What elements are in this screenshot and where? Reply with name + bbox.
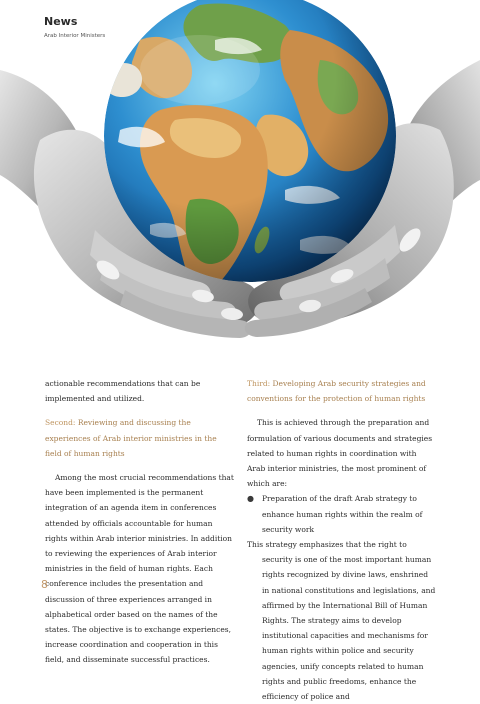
left-column <box>45 376 235 668</box>
second-heading-text: Reviewing and discussing the experiences of Arab interior ministries in the field of human rights <box>45 418 217 458</box>
third-heading <box>247 376 437 406</box>
second-heading <box>45 415 235 461</box>
section-subtitle: Arab Interior Ministers <box>44 33 106 39</box>
right-column <box>247 376 437 704</box>
second-heading-label: Second: <box>45 418 76 428</box>
bullet-text: Preparation of the draft Arab strategy to enhance human rights within the realm of security work <box>262 494 423 534</box>
intro-text: actionable recommendations that can be implemented and utilized. <box>45 379 201 404</box>
section-tag <box>44 15 105 39</box>
bullet-dot-icon: ● <box>247 494 254 504</box>
section-title: News <box>44 15 78 28</box>
third-heading-label: Third: <box>247 379 271 388</box>
third-heading-text: Developing Arab security strategies and conventions for the protection of human rights <box>247 379 426 404</box>
third-paragraph: This is achieved through the preparation and formulation of various documents and strategies related to human rights in coordination with Arab interior ministries, the most prominent of which are: <box>247 418 433 489</box>
strategy-bullet <box>247 491 437 537</box>
second-paragraph: Among the most crucial recommendations that have been implemented is the permanent integration of an agenda item in conferences attended by officials accountable for human rights within Arab interior ministries. In addition to reviewing the experiences of Arab interior ministries in the field of human rights. Each conference includes the presentation and discussion of three experiences arranged in alphabetical order based on the names of the states. The objective is to exchange experiences, increase coordination and cooperation in this field, and disseminate successful practices. <box>45 473 234 665</box>
strategy-continuation: This strategy emphasizes that the right to security is one of the most important human rights recognized by divine laws, enshrined in national constitutions and legislations, and affirmed by the International Bill of Human Rights. The strategy aims to develop institutional capacities and mechanisms for human rights within police and security agencies, unify concepts related to human rights and public freedoms, enhance the efficiency of police and <box>247 540 436 702</box>
page-number: 8 <box>41 578 48 591</box>
